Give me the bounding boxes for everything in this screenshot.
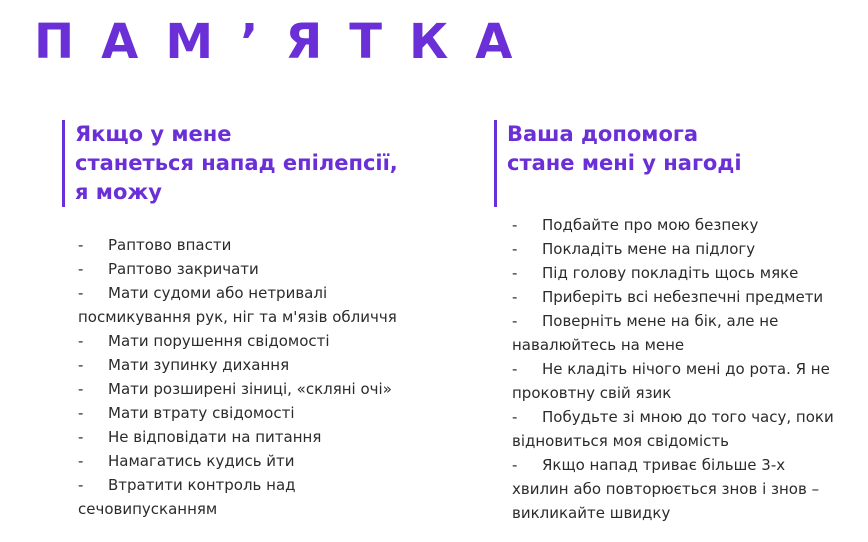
list-item-text: Подбайте про мою безпеку	[542, 216, 759, 234]
list-item: - Мати втрату свідомості	[78, 404, 295, 422]
right-heading-line: Ваша допомога	[507, 122, 699, 146]
list-item: - Мати зупинку дихання	[78, 356, 290, 374]
list-item-text: Поверніть мене на бік, але не	[542, 312, 779, 330]
list-item: - Раптово закричати	[78, 260, 259, 278]
right-heading	[494, 120, 854, 207]
list-item-text: Під голову покладіть щось мяке	[542, 264, 799, 282]
right-column	[494, 120, 854, 525]
list-item: - Під голову покладіть щось мяке	[512, 264, 799, 282]
list-item: - Поверніть мене на бік, але не навалюйтесь на мене	[512, 309, 832, 357]
list-item: - Приберіть всі небезпечні предмети	[512, 288, 824, 306]
list-item-text: Раптово впасти	[108, 236, 232, 254]
left-heading	[62, 120, 442, 207]
list-item-text: Не відповідати на питання	[108, 428, 322, 446]
list-item-text: Мати судоми або нетривалі	[108, 284, 328, 302]
list-item-text: Раптово закричати	[108, 260, 259, 278]
left-heading-line: станеться напад епілепсії,	[75, 151, 398, 175]
list-item-text: Побудьте зі мною до того часу, поки	[542, 408, 834, 426]
list-item-text: Мати втрату свідомості	[108, 404, 295, 422]
list-item-text: Не кладіть нічого мені до рота. Я не	[542, 360, 830, 378]
right-heading-line: стане мені у нагоді	[507, 151, 742, 175]
left-heading-line: Якщо у мене	[75, 122, 232, 146]
list-item: - Втратити контроль над сечовипусканням	[78, 473, 418, 521]
list-item-text: сечовипусканням	[78, 500, 218, 518]
list-item: - Мати розширені зіниці, «скляні очі»	[78, 380, 392, 398]
list-item: - Мати судоми або нетривалі посмикування рук, ніг та м'язів обличчя	[78, 281, 418, 329]
list-item-text: посмикування рук, ніг та м'язів обличчя	[78, 308, 397, 326]
list-item: - Намагатись кудись йти	[78, 452, 295, 470]
page-title: ПАМ’ЯТКА	[34, 14, 540, 70]
list-item-text: викликайте швидку	[512, 504, 671, 522]
list-item-text: Мати розширені зіниці, «скляні очі»	[108, 380, 392, 398]
list-item-text: Мати порушення свідомості	[108, 332, 330, 350]
list-item-text: Втратити контроль над	[108, 476, 296, 494]
left-heading-line: я можу	[75, 180, 162, 204]
list-item: - Якщо напад триває більше 3-х хвилин або повторюється знов і знов – викликайте швидку	[512, 453, 832, 525]
list-item-text: Покладіть мене на підлогу	[542, 240, 756, 258]
list-item: - Не кладіть нічого мені до рота. Я не проковтну свій язик	[512, 357, 832, 405]
list-item-text: Якщо напад триває більше 3-х	[542, 456, 786, 474]
help-list	[512, 213, 832, 525]
left-column	[62, 120, 442, 521]
list-item: - Раптово впасти	[78, 236, 232, 254]
list-item: - Подбайте про мою безпеку	[512, 216, 759, 234]
list-item: - Покладіть мене на підлогу	[512, 240, 756, 258]
symptoms-list	[78, 233, 418, 521]
list-item-text: Приберіть всі небезпечні предмети	[542, 288, 824, 306]
list-item-text: хвилин або повторюється знов і знов –	[512, 480, 820, 498]
list-item: - Побудьте зі мною до того часу, поки відновиться моя свідомість	[512, 405, 832, 453]
list-item-text: відновиться моя свідомість	[512, 432, 729, 450]
list-item-text: Намагатись кудись йти	[108, 452, 295, 470]
list-item-text: навалюйтесь на мене	[512, 336, 685, 354]
list-item: - Мати порушення свідомості	[78, 332, 330, 350]
list-item-text: проковтну свій язик	[512, 384, 672, 402]
list-item-text: Мати зупинку дихання	[108, 356, 290, 374]
list-item: - Не відповідати на питання	[78, 428, 322, 446]
